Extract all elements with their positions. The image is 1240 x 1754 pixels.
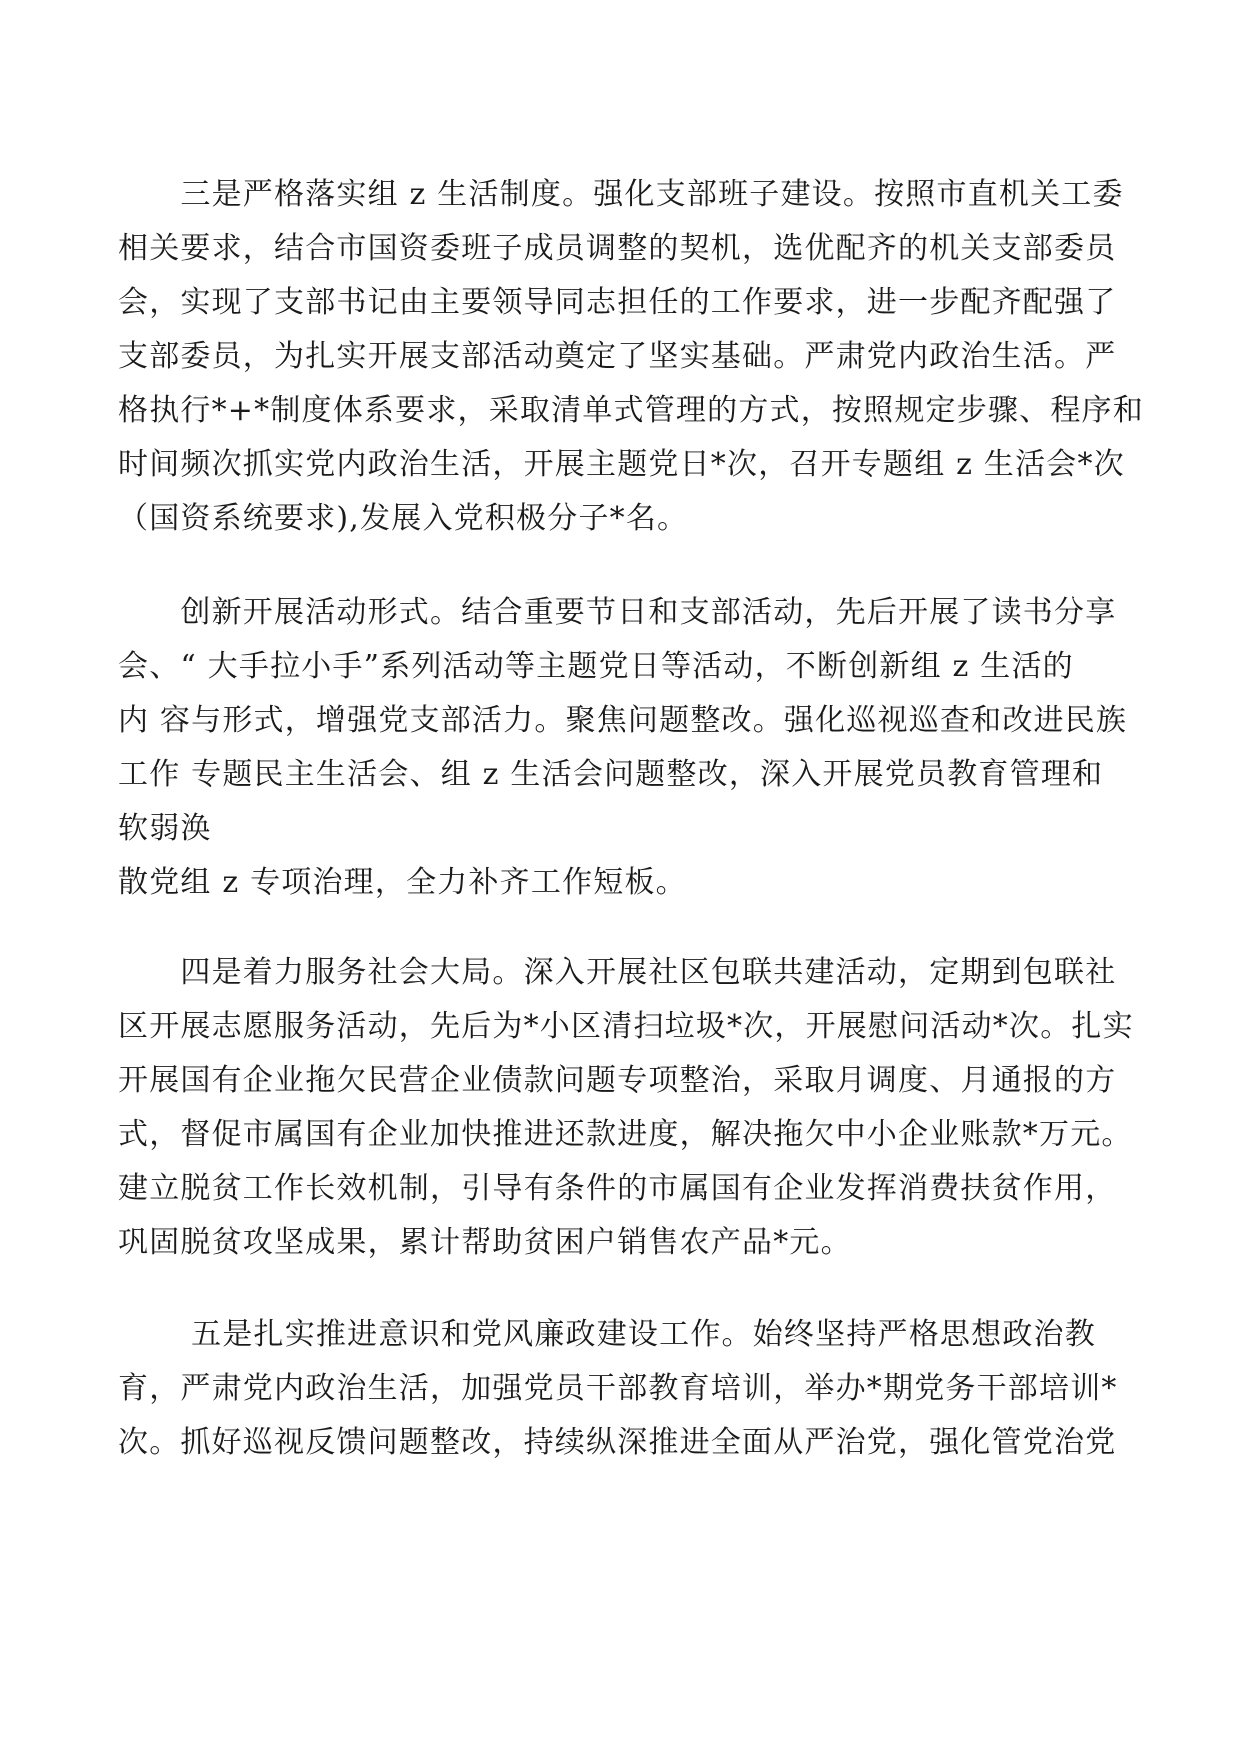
text-line: 内 容与形式，增强党支部活力。聚焦问题整改。强化巡视巡查和改进民族	[118, 703, 1128, 738]
paragraph-activity-innovation	[118, 586, 1128, 910]
text-line: 工作 专题民主生活会、组 z 生活会问题整改，深入开展党员教育管理和	[118, 757, 1104, 792]
text-line: 开展国有企业拖欠民营企业债款问题专项整治，采取月调度、月通报的方	[118, 1063, 1117, 1098]
text-line: 三是严格落实组 z 生活制度。强化支部班子建设。按照市直机关工委	[118, 177, 1124, 212]
paragraph-integrity-building	[118, 1308, 1122, 1470]
paragraph-organization-life	[118, 168, 1144, 546]
text-line: 时间频次抓实党内政治生活，开展主题党日*次，召开专题组 z 生活会*次	[118, 447, 1125, 482]
text-line: 式，督促市属国有企业加快推进还款进度，解决拖欠中小企业账款*万元。	[118, 1117, 1133, 1152]
text-line: 四是着力服务社会大局。深入开展社区包联共建活动，定期到包联社	[118, 955, 1117, 990]
text-line: （国资系统要求),发展入党积极分子*名。	[118, 501, 689, 536]
text-line: 巩固脱贫攻坚成果，累计帮助贫困户销售农产品*元。	[118, 1225, 852, 1260]
text-line: 会，实现了支部书记由主要领导同志担任的工作要求，进一步配齐配强了	[118, 285, 1117, 320]
document-body	[118, 168, 1144, 1470]
text-line: 创新开展活动形式。结合重要节日和支部活动，先后开展了读书分享	[118, 595, 1117, 630]
text-line: 区开展志愿服务活动，先后为*小区清扫垃圾*次，开展慰问活动*次。扎实	[118, 1009, 1134, 1044]
text-line: 次。抓好巡视反馈问题整改，持续纵深推进全面从严治党，强化管党治党	[118, 1425, 1117, 1460]
text-line: 会、“ 大手拉小手”系列活动等主题党日等活动，不断创新组 z 生活的	[118, 649, 1074, 684]
text-line: 建立脱贫工作长效机制，引导有条件的市属国有企业发挥消费扶贫作用，	[118, 1171, 1117, 1206]
text-line: 软弱涣	[118, 811, 212, 846]
text-line: 格执行*+*制度体系要求，采取清单式管理的方式，按照规定步骤、程序和	[118, 393, 1144, 428]
text-line: 散党组 z 专项治理，全力补齐工作短板。	[118, 865, 687, 900]
paragraph-social-service	[118, 946, 1134, 1270]
text-line: 育，严肃党内政治生活，加强党员干部教育培训，举办*期党务干部培训*	[118, 1371, 1118, 1406]
text-line: 相关要求，结合市国资委班子成员调整的契机，选优配齐的机关支部委员	[118, 231, 1117, 266]
text-line: 五是扎实推进意识和党风廉政建设工作。始终坚持严格思想政治教	[118, 1317, 1096, 1352]
text-line: 支部委员，为扎实开展支部活动奠定了坚实基础。严肃党内政治生活。严	[118, 339, 1117, 374]
